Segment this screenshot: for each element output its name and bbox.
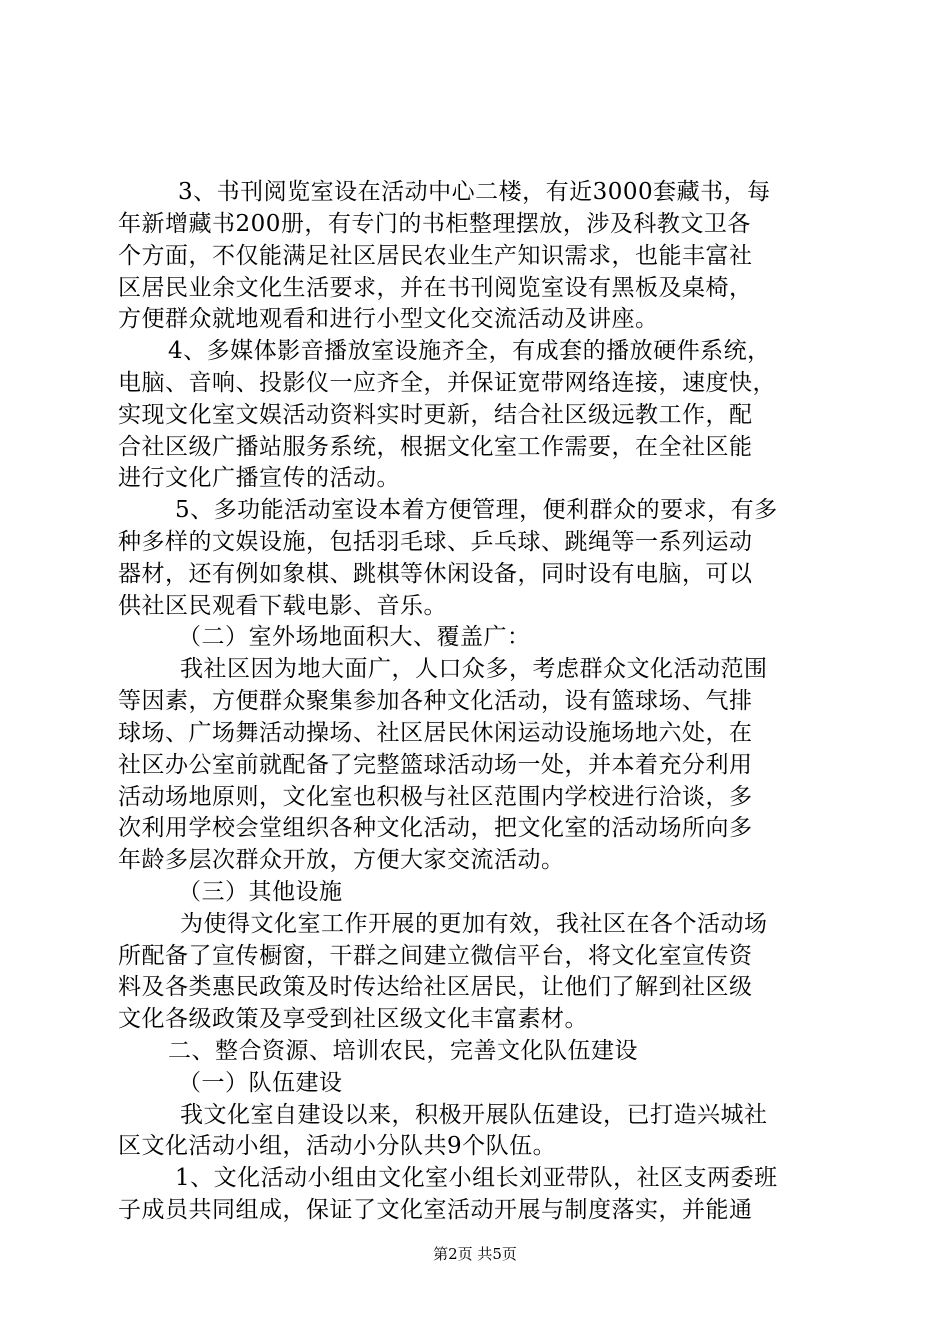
text-line: 区文化活动小组，活动小分队共9个队伍。 [118,1133,557,1159]
text-line: 3、书刊阅览室设在活动中心二楼，有近3000套藏书，每 [178,179,771,205]
text-line: 个方面，不仅能满足社区居民农业生产知识需求，也能丰富社 [118,243,753,269]
text-line: 1、文化活动小组由文化室小组长刘亚带队，社区支两委班 [175,1165,778,1191]
section-heading: （一）队伍建设 [178,1070,343,1096]
text-line: 方便群众就地观看和进行小型文化交流活动及讲座。 [118,306,659,332]
text-line: 等因素，方便群众聚集参加各种文化活动，设有篮球场、气排 [118,688,753,714]
text-line: 器材，还有例如象棋、跳棋等休闲设备，同时设有电脑，可以 [118,561,753,587]
text-line: 区居民业余文化生活要求，并在书刊阅览室设有黑板及桌椅， [118,275,753,301]
text-line: 合社区级广播站服务系统，根据文化室工作需要，在全社区能 [118,434,753,460]
text-line: 社区办公室前就配备了完整篮球活动场一处，并本着充分利用 [118,752,753,778]
text-line: 进行文化广播宣传的活动。 [118,465,400,491]
text-line: 年新增藏书200册，有专门的书柜整理摆放，涉及科教文卫各 [118,211,751,237]
text-line: 我社区因为地大面广，人口众多，考虑群众文化活动范围 [180,656,768,682]
text-line: 次利用学校会堂组织各种文化活动，把文化室的活动场所向多 [118,815,753,841]
section-heading: （三）其他设施 [178,879,343,905]
text-line: 供社区民观看下载电影、音乐。 [118,593,447,619]
text-line: 所配备了宣传橱窗，干群之间建立微信平台，将文化室宣传资 [118,943,753,969]
text-line: 活动场地原则，文化室也积极与社区范围内学校进行洽谈，多 [118,784,753,810]
text-line: 4、多媒体影音播放室设施齐全，有成套的播放硬件系统， [168,338,771,364]
section-heading: 二、整合资源、培训农民，完善文化队伍建设 [168,1038,638,1064]
text-line: 球场、广场舞活动操场、社区居民休闲运动设施场地六处，在 [118,720,753,746]
text-line: 年龄多层次群众开放，方便大家交流活动。 [118,847,565,873]
text-line: 5、多功能活动室设本着方便管理，便利群众的要求，有多 [175,497,778,523]
text-line: 实现文化室文娱活动资料实时更新，结合社区级远教工作，配 [118,402,753,428]
text-line: 子成员共同组成，保证了文化室活动开展与制度落实，并能通 [118,1197,753,1223]
text-line: 料及各类惠民政策及时传达给社区居民，让他们了解到社区级 [118,974,753,1000]
section-heading: （二）室外场地面积大、覆盖广： [178,624,531,650]
text-line: 文化各级政策及享受到社区级文化丰富素材。 [118,1006,588,1032]
text-line: 为使得文化室工作开展的更加有效，我社区在各个活动场 [180,911,768,937]
text-line: 种多样的文娱设施，包括羽毛球、乒乓球、跳绳等一系列运动 [118,529,753,555]
text-line: 电脑、音响、投影仪一应齐全，并保证宽带网络连接，速度快， [118,370,776,396]
page-number-footer: 第2页 共5页 [433,1245,517,1263]
text-line: 我文化室自建设以来，积极开展队伍建设，已打造兴城社 [180,1102,768,1128]
